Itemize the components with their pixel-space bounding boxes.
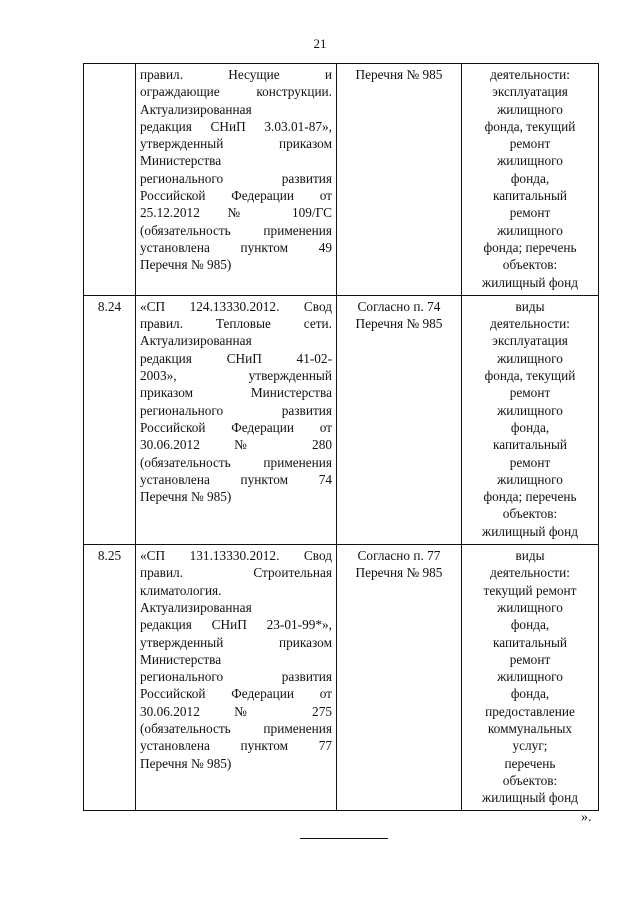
regulation-description-line: регионального развития [140,402,332,418]
activity-scope-line: жилищный фонд [482,274,578,290]
activity-scope-line: жилищного [497,669,563,685]
list-reference [337,64,462,296]
regulation-description-line: редакция СНиП 3.03.01-87», [140,118,332,134]
regulation-description-line: утвержденный приказом [140,136,332,152]
activity-scope-line: фонда, [510,686,550,702]
activity-scope-line: жилищный фонд [482,523,578,539]
activity-scope-line: капитальный [492,634,568,650]
activity-scope-line: жилищного [497,153,563,169]
regulation-description-line: «СП 124.13330.2012. Свод [140,298,332,314]
table-row [84,295,599,544]
regulation-description-line: Актуализированная [140,333,252,349]
regulation-description-line: Перечня № 985) [140,257,232,273]
list-reference-line: Перечня № 985 [355,316,443,332]
regulation-description-line: утвержденный приказом [140,634,332,650]
regulation-description-line: Российской Федерации от [140,686,332,702]
regulation-description-line: приказом Министерства [140,385,332,401]
regulation-description-line: Актуализированная [140,101,252,117]
regulation-description-line: правил. Тепловые сети. [140,316,332,332]
activity-scope-line: жилищного [497,599,563,615]
activity-scope-line: деятельности: [490,316,570,332]
table-row [84,64,599,296]
activity-scope-line: объектов: [502,772,558,788]
regulation-description-line: (обязательность применения [140,454,332,470]
activity-scope-line: услуг; [512,738,548,754]
regulation-description-line: Министерства [140,651,222,667]
activity-scope-line: ремонт [509,651,551,667]
regulation-description-line: правил. Строительная [140,565,332,581]
closing-quote: ». [581,810,592,825]
activity-scope-line: жилищного [497,402,563,418]
regulation-description-line: Российской Федерации от [140,188,332,204]
regulation-description-line: Российской Федерации от [140,419,332,435]
regulation-description-line: редакция СНиП 41-02- [140,350,332,366]
regulation-description [136,295,337,544]
activity-scope-line: эксплуатация [492,84,568,100]
regulation-description-line: установлена пунктом 77 [140,738,332,754]
activity-scope-line: виды [515,298,545,314]
activity-scope-line: жилищный фонд [482,790,578,806]
regulation-description-line: правил. Несущие и [140,67,332,82]
regulation-description-line: 30.06.2012 № 275 [140,703,332,719]
activity-scope-line: коммунальных [487,720,573,736]
activity-scope-line: деятельности: [490,565,570,581]
regulation-description-line: редакция СНиП 23-01-99*», [140,617,332,633]
regulation-description-line: 2003», утвержденный [140,368,332,384]
regulation-description [136,64,337,296]
regulation-description-line: установлена пунктом 74 [140,471,332,487]
footer-rule [300,838,388,839]
regulation-description-line: Перечня № 985) [140,755,232,771]
activity-scope [462,545,599,811]
item-number [84,64,136,296]
list-reference-line: Согласно п. 74 [357,298,441,314]
regulation-description-line: 25.12.2012 № 109/ГС [140,205,332,221]
item-number: 8.25 [84,545,136,811]
activity-scope-line: ремонт [509,454,551,470]
regulation-description-line: регионального развития [140,669,332,685]
activity-scope-line: деятельности: [490,67,570,82]
regulation-description [136,545,337,811]
activity-scope-line: жилищного [497,350,563,366]
regulation-description-line: климатология. [140,582,222,598]
item-number: 8.24 [84,295,136,544]
activity-scope-line: фонда, текущий [484,118,576,134]
activity-scope-line: капитальный [492,437,568,453]
activity-scope-line: фонда, [510,617,550,633]
activity-scope-line: фонда; перечень [483,489,577,505]
activity-scope [462,64,599,296]
regulations-table [83,63,599,811]
list-reference-line: Перечня № 985 [355,565,443,581]
list-reference-line: Перечня № 985 [355,67,443,82]
activity-scope-line: объектов: [502,506,558,522]
table-row [84,545,599,811]
activity-scope-line: жилищного [497,101,563,117]
activity-scope-line: перечень [504,755,556,771]
activity-scope-line: капитальный [492,188,568,204]
activity-scope-line: виды [515,548,545,564]
regulation-description-line: Министерства [140,153,222,169]
activity-scope [462,295,599,544]
activity-scope-line: текущий ремонт [483,582,577,598]
list-reference [337,295,462,544]
activity-scope-line: ремонт [509,205,551,221]
activity-scope-line: фонда, текущий [484,368,576,384]
regulation-description-line: (обязательность применения [140,222,332,238]
table-body [84,64,599,811]
regulation-description-line: Перечня № 985) [140,489,232,505]
activity-scope-line: эксплуатация [492,333,568,349]
activity-scope-line: фонда; перечень [483,239,577,255]
activity-scope-line: ремонт [509,136,551,152]
activity-scope-line: жилищного [497,222,563,238]
regulation-description-line: ограждающие конструкции. [140,84,332,100]
regulation-description-line: «СП 131.13330.2012. Свод [140,548,332,564]
regulation-description-line: регионального развития [140,170,332,186]
regulation-description-line: установлена пунктом 49 [140,239,332,255]
list-reference [337,545,462,811]
activity-scope-line: фонда, [510,170,550,186]
list-reference-line: Согласно п. 77 [357,548,441,564]
activity-scope-line: фонда, [510,419,550,435]
page-number: 21 [313,36,327,51]
activity-scope-line: объектов: [502,257,558,273]
regulation-description-line: (обязательность применения [140,720,332,736]
activity-scope-line: предоставление [485,703,575,719]
activity-scope-line: ремонт [509,385,551,401]
regulation-description-line: Актуализированная [140,599,252,615]
regulation-description-line: 30.06.2012 № 280 [140,437,332,453]
activity-scope-line: жилищного [497,471,563,487]
